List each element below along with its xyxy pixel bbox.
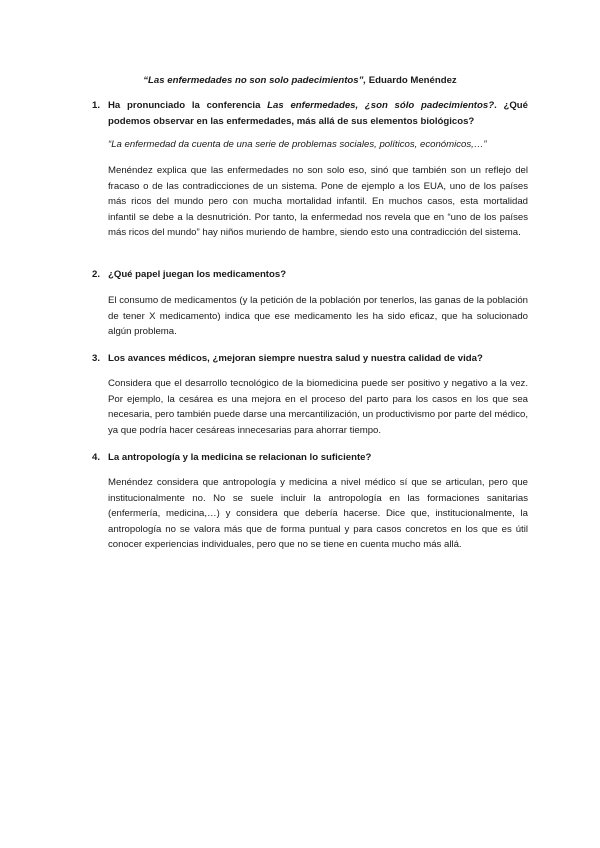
question-number: 1.	[92, 100, 101, 111]
question-number: 3.	[92, 353, 101, 364]
title-quote: “Las enfermedades no son solo padecimientos”,	[143, 75, 367, 86]
answer-paragraph-3: Considera que el desarrollo tecnológico de la biomedicina puede ser positivo y negativo a la vez. Por ejemplo, la cesárea es una mejora en el proceso del parto para los casos en los que sea necesaria, pero también puede darse una mercantilización, un productivismo por parte del médico, ya que podría hacer cesáreas innecesarias para ahorrar tiempo.	[108, 378, 528, 436]
question-text-part: Ha pronunciado la conferencia	[108, 100, 268, 111]
question-text-italic: Las enfermedades, ¿son sólo padecimientos?	[267, 100, 495, 111]
question-text: ¿Qué papel juegan los medicamentos?	[108, 269, 287, 280]
document-title	[0, 73, 600, 89]
question-text-part: . ¿Qué podemos observar en las enfermedades, más allá de sus elementos biológicos?	[108, 100, 528, 127]
quote-paragraph: “La enfermedad da cuenta de una serie de problemas sociales, políticos, económicos,…”	[108, 139, 487, 150]
answer-paragraph-4: Menéndez considera que antropología y medicina a nivel médico sí que se articulan, pero que institucionalmente no. No se suele incluir la antropología en las formaciones sanitarias (enfermería, medicina,…) y considera que debería hacerse. Dice que, institucionalmente, la antropología no se valora más que de forma puntual y para casos concretos en los que es útil conocer experiencias individuales, pero que no se tiene en cuenta mucho más allá.	[108, 477, 528, 551]
question-4	[92, 450, 528, 466]
question-text	[108, 98, 528, 129]
question-number: 4.	[92, 452, 101, 463]
answer-paragraph-1: Menéndez explica que las enfermedades no son solo eso, sinó que también son un reflejo del fracaso o de las contradicciones de un sistema. Pone de ejemplo a los EUA, uno de los países más ricos del mundo pero con mucha mortalidad infantil. En muchos casos, esta mortalidad infantil se debe a la desnutrición. Por tanto, la enfermedad nos revela que en “uno de los países más ricos del mundo” hay niños muriendo de hambre, siendo esto una contradicción del sistema.	[108, 165, 528, 239]
question-text: La antropología y la medicina se relacionan lo suficiente?	[108, 452, 372, 463]
question-number: 2.	[92, 269, 101, 280]
question-2	[92, 267, 528, 283]
question-3	[92, 351, 528, 367]
answer-paragraph-2: El consumo de medicamentos (y la petición de la población por tenerlos, las ganas de la población de tener X medicamento) indica que ese medicamento les ha sido eficaz, que ha solucionado algún problema.	[108, 295, 528, 338]
question-text: Los avances médicos, ¿mejoran siempre nuestra salud y nuestra calidad de vida?	[108, 353, 483, 364]
title-author: Eduardo Menéndez	[368, 75, 457, 86]
question-1	[92, 98, 528, 129]
